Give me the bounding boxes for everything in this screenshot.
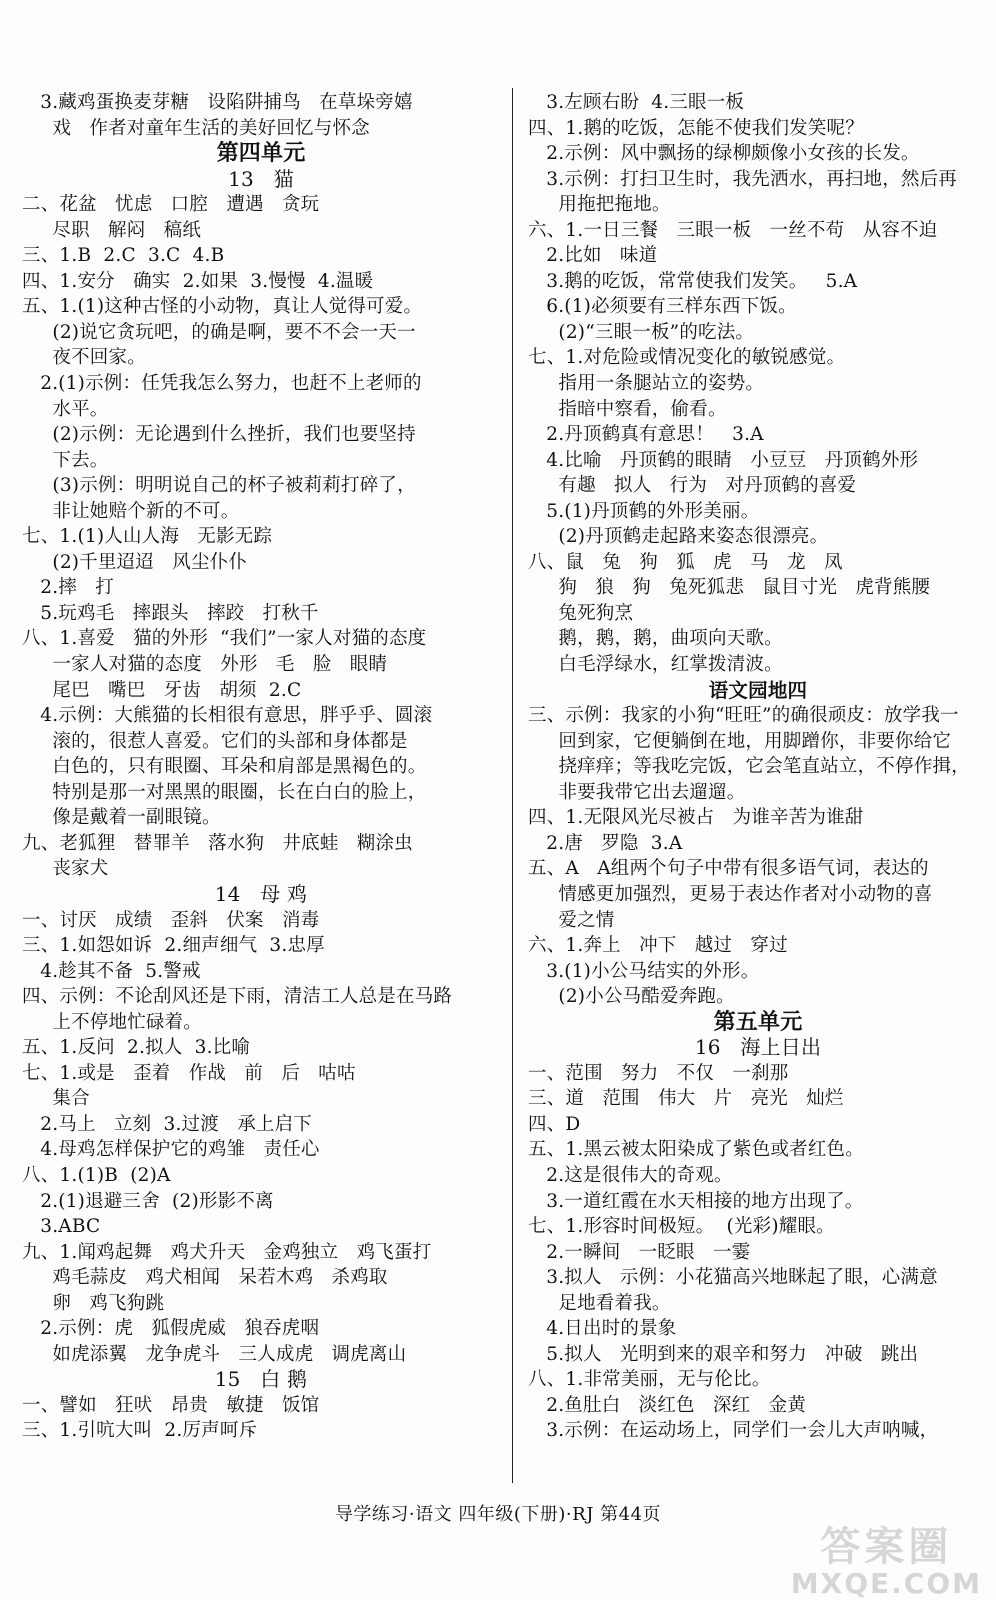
answer-line: 滚的，很惹人喜爱。它们的头部和身体都是: [22, 730, 408, 752]
answer-line: 4.趁其不备 5.警戒: [22, 960, 201, 982]
answer-line: (2)丹顶鹤走起路来姿态很漂亮。: [528, 526, 829, 548]
answer-line: 3.(1)小公马结实的外形。: [528, 960, 760, 982]
section-heading: 第五单元: [713, 1008, 803, 1035]
answer-line: 5.(1)丹顶鹤的外形美丽。: [528, 500, 760, 522]
answer-line: 一、譬如 狂吠 昂贵 敏捷 饭馆: [22, 1394, 320, 1416]
answer-line: 三、示例：我家的小狗“旺旺”的确很顽皮：放学我一: [528, 705, 959, 727]
section-heading: 14 母 鸡: [214, 881, 308, 906]
answer-line: 鹅，鹅，鹅，曲项向天歌。: [528, 628, 783, 650]
answer-line: 爱之情: [528, 909, 615, 931]
answer-line: 像是戴着一副眼镜。: [22, 807, 221, 829]
section-heading: 第四单元: [216, 140, 306, 167]
answer-line: 指用一条腿站立的姿势。: [528, 373, 765, 395]
answer-line: 九、1.闻鸡起舞 鸡犬升天 金鸡独立 鸡飞蛋打: [22, 1241, 432, 1263]
answer-line: 足地看着我。: [528, 1292, 671, 1314]
answer-line: 一家人对猫的态度 外形 毛 脸 眼睛: [22, 654, 388, 676]
answer-line: 八、1.非常美丽，无与伦比。: [528, 1369, 771, 1391]
answer-line: 3.藏鸡蛋换麦芽糖 设陷阱捕鸟 在草垛旁嬉: [22, 92, 413, 113]
answer-line: 八、鼠 兔 狗 狐 虎 马 龙 凤: [528, 551, 843, 573]
answer-line: (3)示例：明明说自己的杯子被莉莉打碎了，: [22, 475, 416, 497]
answer-line: 五、A A组两个句子中带有很多语气词，表达的: [528, 858, 929, 880]
answer-line: 四、1.无限风光尽被占 为谁辛苦为谁甜: [528, 807, 864, 829]
watermark-text: 答案圈: [820, 1524, 953, 1570]
page-footer: 导学练习·语文 四年级(下册)·RJ 第44页: [334, 1504, 662, 1525]
answer-line: 如虎添翼 龙争虎斗 三人成虎 调虎离山: [22, 1343, 407, 1365]
answer-line: 九、老狐狸 替罪羊 落水狗 井底蛙 糊涂虫: [22, 832, 413, 854]
answer-line: 2.丹顶鹤真有意思！ 3.A: [528, 424, 764, 446]
answer-line: 三、1.引吭大叫 2.厉声呵斥: [22, 1420, 258, 1442]
answer-line: 3.拟人 示例：小花猫高兴地眯起了眼，心满意: [528, 1267, 938, 1289]
answer-line: 八、1.喜爱 猫的外形 “我们”一家人对猫的态度: [22, 628, 427, 650]
answer-line: 3.一道红霞在水天相接的地方出现了。: [528, 1190, 864, 1212]
answer-line: 2.鱼肚白 淡红色 深红 金黄: [528, 1394, 807, 1416]
answer-line: (2)说它贪玩吧，的确是啊，要不不会一天一: [22, 321, 416, 343]
answer-line: 鸡毛蒜皮 鸡犬相闻 呆若木鸡 杀鸡取: [22, 1267, 388, 1289]
answer-line: 三、道 范围 伟大 片 亮光 灿烂: [528, 1088, 844, 1110]
answer-line: 狗 狼 狗 兔死狐悲 鼠目寸光 虎背熊腰: [528, 577, 931, 599]
answer-line: 六、1.奔上 冲下 越过 穿过: [528, 935, 788, 957]
answer-line: 2.一瞬间 一眨眼 一霎: [528, 1241, 751, 1263]
answer-line: 3.示例：打扫卫生时，我先洒水，再扫地，然后再: [528, 168, 957, 190]
column-divider: [512, 88, 513, 1483]
left-column: [22, 90, 500, 1444]
answer-line: 七、1.(1)人山人海 无影无踪: [22, 526, 273, 548]
answer-line: 3.鹅的吃饭，常常使我们发笑。 5.A: [528, 270, 858, 292]
answer-line: 夜不回家。: [22, 347, 146, 369]
answer-line: 非让她赔个新的不可。: [22, 500, 240, 522]
answer-line: 2.马上 立刻 3.过渡 承上启下: [22, 1113, 312, 1135]
answer-line: 6.(1)必须要有三样东西下饭。: [528, 296, 797, 318]
answer-line: 卵 鸡飞狗跳: [22, 1292, 165, 1314]
answer-line: 四、D: [528, 1113, 581, 1135]
answer-line: 五、1.(1)这种古怪的小动物，真让人觉得可爱。: [22, 296, 423, 318]
answer-line: 上不停地忙碌着。: [22, 1011, 203, 1033]
answer-line: 六、1.一日三餐 三眼一板 一丝不苟 从容不迫: [528, 219, 938, 241]
answer-line: 三、1.如怨如诉 2.细声细气 3.忠厚: [22, 935, 325, 957]
answer-line: 集合: [22, 1088, 90, 1110]
answer-line: 五、1.反问 2.拟人 3.比喻: [22, 1037, 251, 1059]
answer-line: 戏 作者对童年生活的美好回忆与怀念: [22, 117, 370, 139]
answer-line: 5.拟人 光明到来的艰辛和努力 冲破 跳出: [528, 1343, 919, 1365]
answer-line: 尽职 解闷 稿纸: [22, 219, 202, 241]
answer-line: 3.ABC: [22, 1216, 101, 1238]
answer-line: 七、1.形容时间极短。 (光彩)耀眼。: [528, 1216, 835, 1238]
answer-line: 指暗中察看，偷看。: [528, 398, 727, 420]
answer-line: (2)小公马酷爱奔跑。: [528, 986, 735, 1008]
answer-line: 四、示例：不论刮风还是下雨，清洁工人总是在马路: [22, 986, 453, 1008]
answer-line: 非要我带它出去遛遛。: [528, 781, 746, 803]
answer-line: 情感更加强烈，更易于表达作者对小动物的喜: [528, 883, 933, 905]
answer-line: (2)“三眼一板”的吃法。: [528, 321, 755, 343]
answer-line: 丧家犬: [22, 858, 109, 880]
answer-line: 2.示例：风中飘扬的绿柳颇像小女孩的长发。: [528, 143, 920, 165]
answer-line: 4.比喻 丹顶鹤的眼睛 小豆豆 丹顶鹤外形: [528, 449, 919, 471]
answer-line: 2.比如 味道: [528, 245, 658, 267]
answer-line: 尾巴 嘴巴 牙齿 胡须 2.C: [22, 679, 302, 701]
answer-line: 八、1.(1)B (2)A: [22, 1164, 171, 1186]
answer-line: 挠痒痒；等我吃完饭，它会笔直站立，不停作揖，: [528, 756, 970, 778]
section-heading: 15 白 鹅: [214, 1367, 308, 1392]
answer-line: 兔死狗烹: [528, 602, 634, 624]
answer-line: 5.玩鸡毛 摔跟头 摔跤 打秋千: [22, 602, 319, 624]
answer-line: 用拖把拖地。: [528, 194, 671, 216]
answer-line: 二、花盆 忧虑 口腔 遭遇 贪玩: [22, 194, 320, 216]
answer-line: 有趣 拟人 行为 对丹顶鹤的喜爱: [528, 475, 857, 497]
answer-line: 4.示例：大熊猫的长相很有意思，胖乎乎、圆滚: [22, 705, 433, 727]
answer-line: 4.日出时的景象: [528, 1318, 677, 1340]
answer-line: 4.母鸡怎样保护它的鸡雏 责任心: [22, 1139, 320, 1161]
section-heading: 13 猫: [228, 166, 294, 191]
watermark-domain: MXQE.COM: [790, 1567, 982, 1600]
answer-line: 七、1.或是 歪着 作战 前 后 咕咕: [22, 1062, 356, 1084]
section-heading: 语文园地四: [708, 678, 808, 702]
answer-line: 四、1.安分 确实 2.如果 3.慢慢 4.温暖: [22, 270, 374, 292]
answer-line: 三、1.B 2.C 3.C 4.B: [22, 245, 225, 267]
answer-line: 2.示例：虎 狐假虎威 狼吞虎咽: [22, 1318, 320, 1340]
answer-line: 下去。: [22, 449, 109, 471]
answer-line: 2.唐 罗隐 3.A: [528, 832, 683, 854]
watermark-logo: [791, 1525, 982, 1599]
answer-line: 2.(1)示例：任凭我怎么努力，也赶不上老师的: [22, 373, 422, 395]
answer-line: 2.(1)退避三舍 (2)形影不离: [22, 1190, 274, 1212]
answer-line: 3.示例：在运动场上，同学们一会儿大声呐喊，: [528, 1420, 939, 1442]
right-column: [528, 90, 988, 1444]
answer-line: 特别是那一对黑黑的眼圈，长在白白的脸上，: [22, 781, 427, 803]
answer-line: 一、讨厌 成绩 歪斜 伏案 消毒: [22, 909, 320, 931]
answer-line: (2)千里迢迢 风尘仆仆: [22, 551, 248, 573]
answer-line: 白毛浮绿水，红掌拨清波。: [528, 654, 783, 676]
answer-line: (2)示例：无论遇到什么挫折，我们也要坚持: [22, 424, 416, 446]
answer-line: 四、1.鹅的吃饭，怎能不使我们发笑呢？: [528, 117, 864, 139]
answer-line: 回到家，它便躺倒在地，用脚蹭你，非要你给它: [528, 730, 952, 752]
answer-line: 七、1.对危险或情况变化的敏锐感觉。: [528, 347, 846, 369]
answer-line: 五、1.黑云被太阳染成了紫色或者红色。: [528, 1139, 864, 1161]
answer-line: 一、范围 努力 不仅 一刹那: [528, 1062, 789, 1084]
answer-line: 2.摔 打: [22, 577, 114, 599]
answer-line: 2.这是很伟大的奇观。: [528, 1164, 733, 1186]
answer-line: 水平。: [22, 398, 109, 420]
section-heading: 16 海上日出: [694, 1035, 822, 1060]
answer-line: 3.左顾右盼 4.三眼一板: [528, 92, 745, 113]
answer-line: 白色的，只有眼圈、耳朵和肩部是黑褐色的。: [22, 756, 427, 778]
